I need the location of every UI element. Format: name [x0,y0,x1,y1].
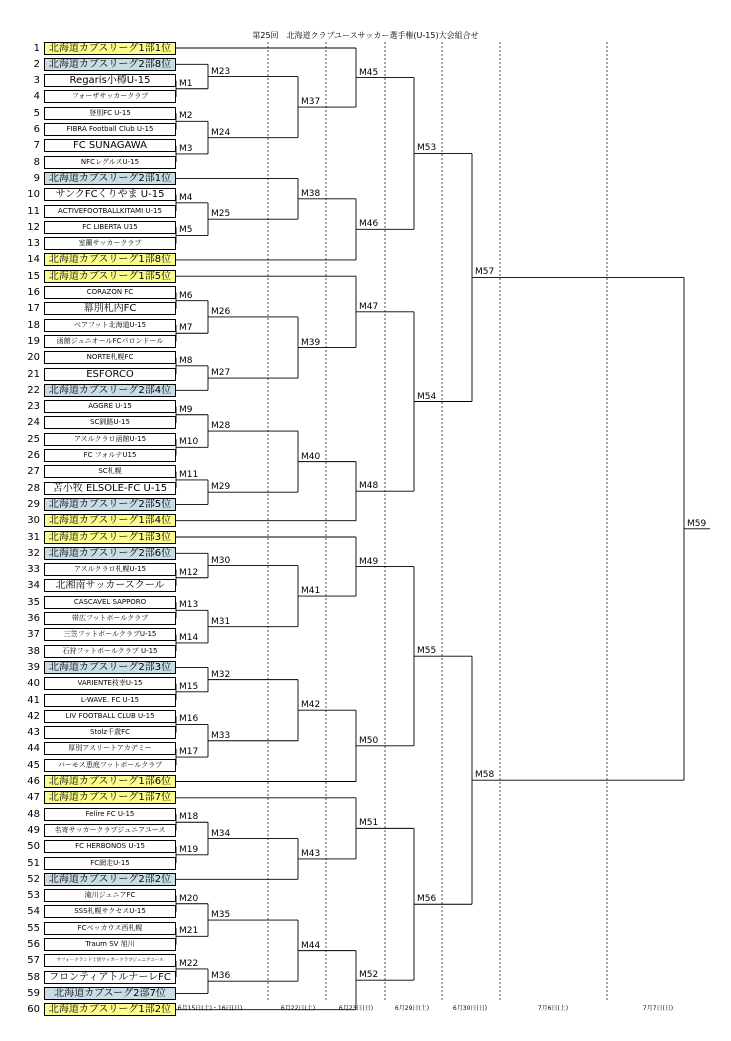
date-label: 6月30日(日) [452,1005,488,1012]
team-number: 12 [27,221,40,233]
team-number: 60 [27,1004,40,1016]
team-box: フォーザサッカークラブ [44,90,176,103]
match-label: M31 [211,616,231,627]
match-label: M46 [359,219,379,230]
team-box: 苫小牧 ELSOLE-FC U-15 [44,482,176,495]
team-box: 北海道カブスリーグ1部2位 [44,1003,176,1016]
match-label: M36 [211,971,231,982]
team-box: FC網走U-15 [44,857,176,870]
team-box: 三笠フットボールクラブU-15 [44,628,176,641]
team-number: 50 [27,841,40,853]
team-box: 北海道カブスリーグ1部7位 [44,791,176,804]
match-label: M28 [211,421,231,432]
match-label: M19 [179,844,199,855]
match-label: M24 [211,127,231,138]
team-number: 34 [27,580,40,592]
team-number: 24 [27,417,40,429]
match-label: M13 [179,600,199,611]
match-label: M8 [179,355,193,366]
team-number: 6 [33,124,40,135]
team-box: 北海道カブスリーグ1部8位 [44,253,176,266]
match-label: M49 [359,556,379,567]
team-number: 56 [27,939,40,950]
team-box: フロンティアトルナーレFC [44,971,176,984]
team-number: 57 [27,955,40,967]
team-number: 27 [27,466,40,478]
team-number: 35 [27,596,40,608]
match-label: M34 [211,828,231,839]
match-label: M17 [179,747,199,758]
team-number: 15 [27,270,40,282]
team-number: 47 [27,792,40,804]
match-label: M10 [179,437,199,448]
team-box: 滝川ジュニアFC [44,889,176,902]
team-box: FIBRA Football Club U-15 [44,123,176,136]
team-number: 59 [27,987,40,999]
match-label: M54 [417,391,437,402]
match-label: M47 [359,301,379,312]
team-box: 北海道カブスリーグ1部3位 [44,531,176,544]
team-box: 石狩フットボールクラブ U-15 [44,645,176,658]
match-label: M57 [475,267,495,278]
team-number: 41 [27,694,40,706]
team-number: 46 [27,776,40,787]
team-number: 43 [27,727,40,739]
team-box: ベアフット北海道U-15 [44,319,176,332]
team-box: Traum SV 旭川 [44,938,176,951]
match-label: M15 [179,681,199,692]
team-box: 北海道カブスリーグ1部1位 [44,42,176,55]
team-box: 厚別アスリートアカデミー [44,742,176,755]
team-box: FCペッカウス西札幌 [44,922,176,935]
date-label: 7月6日(土) [537,1005,569,1012]
match-label: M32 [211,669,231,680]
team-box: 北海道カブスリーグ2部2位 [44,873,176,886]
team-box: アスルクラロ札幌U-15 [44,563,176,576]
team-box: L-WAVE. FC U-15 [44,694,176,707]
team-box: NORTE札幌FC [44,351,176,364]
team-number: 38 [27,645,40,657]
team-number: 54 [27,906,40,918]
team-box: NFCレグルスU-15 [44,156,176,169]
team-box: CASCAVEL SAPPORO [44,596,176,609]
team-number: 37 [27,629,40,641]
team-box: 北海道カブスリーグ2部4位 [44,384,176,397]
match-label: M2 [179,111,193,122]
team-number: 52 [27,873,40,885]
match-label: M55 [417,646,437,657]
team-box: 北湘南サッカースクール [44,579,176,592]
match-label: M5 [179,225,193,236]
team-number: 45 [27,759,40,771]
team-box: ESFORCO [44,368,176,381]
date-label: 6月22日(土) [280,1005,316,1012]
team-box: FC SUNAGAWA [44,139,176,152]
team-number: 14 [27,254,40,266]
date-label: 6月29日(土) [394,1005,430,1012]
team-box: LIV FOOTBALL CLUB U-15 [44,710,176,723]
match-label: M59 [687,518,707,529]
team-box: サフォークランド士別サッカークラブジュニアユース [44,954,176,967]
match-label: M29 [211,482,231,493]
match-label: M9 [179,404,193,415]
team-box: 北海道カブスリーグ2部8位 [44,58,176,71]
team-number: 39 [27,661,40,673]
team-number: 51 [27,857,40,869]
match-label: M14 [179,632,199,643]
team-box: FC HERBONOS U-15 [44,840,176,853]
match-label: M52 [359,970,379,981]
team-box: 北海道カブスリーグ2部1位 [44,172,176,185]
match-label: M45 [359,67,379,78]
team-number: 28 [27,482,40,494]
match-label: M48 [359,481,379,492]
match-label: M3 [179,143,193,154]
team-number: 23 [27,401,40,413]
team-box: 帯広フットボールクラブ [44,612,176,625]
team-number: 5 [33,107,40,119]
team-box: SSS札幌サクセスU-15 [44,905,176,918]
team-number: 16 [27,287,40,298]
team-number: 48 [27,808,40,820]
team-box: 北海道カブスリーグ1部4位 [44,514,176,527]
team-number: 13 [27,238,40,250]
team-number: 44 [27,743,40,755]
team-box: AGGRE U-15 [44,400,176,413]
team-box: アスルクラロ函館U-15 [44,433,176,446]
match-label: M51 [359,818,379,829]
team-number: 33 [27,564,40,576]
team-number: 8 [33,156,40,168]
team-box: バーモス恵庭フットボールクラブ [44,759,176,772]
match-label: M23 [211,66,231,77]
team-box: 幕別札内FC [44,302,176,315]
match-label: M39 [301,337,321,348]
match-label: M44 [301,940,321,951]
team-box: 北海道カブスーグ2部7位 [44,987,176,1000]
team-box: FC フォルテU15 [44,449,176,462]
team-box: 北海道カブスリーグ1部6位 [44,775,176,788]
team-number: 58 [27,971,40,983]
team-number: 7 [33,140,40,152]
team-box: SC釧路U-15 [44,416,176,429]
team-box: 北海道カブスリーグ2部6位 [44,547,176,560]
team-number: 30 [27,515,40,527]
team-number: 11 [27,205,40,217]
team-box: VARIENTE枝幸U-15 [44,677,176,690]
match-label: M6 [179,290,193,301]
match-label: M58 [475,770,495,781]
team-number: 22 [27,384,40,396]
team-number: 2 [33,58,40,70]
team-box: 函館ジュニオールFCパロンドール [44,335,176,348]
match-label: M21 [179,926,199,937]
match-label: M38 [301,188,321,199]
match-label: M27 [211,368,231,379]
team-number: 4 [33,91,40,103]
team-box: 登別FC U-15 [44,107,176,120]
match-label: M56 [417,894,437,905]
match-label: M41 [301,586,321,597]
team-box: 名寄サッカークラブジュニアユース [44,824,176,837]
team-number: 3 [33,75,40,87]
match-label: M16 [179,714,199,725]
date-label: 6月23日(日) [338,1005,374,1012]
date-label: 7月7日(日) [642,1005,674,1012]
team-box: Regaris小樽U-15 [44,74,176,87]
match-label: M30 [211,555,231,566]
team-box: SC札幌 [44,465,176,478]
team-number: 42 [27,710,40,722]
match-label: M26 [211,306,231,317]
team-number: 36 [27,613,40,624]
team-number: 10 [27,189,40,201]
team-number: 17 [27,303,40,315]
match-label: M18 [179,812,199,823]
team-number: 19 [27,335,40,347]
team-number: 18 [27,319,40,331]
match-label: M12 [179,567,199,578]
match-label: M43 [301,848,321,859]
team-box: Felire FC U-15 [44,808,176,821]
page-title: 第25回 北海道クラブユースサッカー選手権(U-15)大会組合せ [252,31,479,40]
match-label: M20 [179,893,199,904]
team-box: ACTIVEFOOTBALLKITAMI U-15 [44,205,176,218]
match-label: M11 [179,469,199,480]
team-box: CORAZON FC [44,286,176,299]
team-number: 9 [33,172,40,184]
team-box: 室蘭サッカークラブ [44,237,176,250]
team-box: 北海道カブスリーグ2部5位 [44,498,176,511]
team-box: Stolz千歳FC [44,726,176,739]
team-box: 北海道カブスリーグ1部5位 [44,270,176,283]
match-label: M37 [301,97,321,108]
team-number: 49 [27,824,40,836]
team-number: 31 [27,531,40,543]
team-box: サンクFCくりやま U-15 [44,188,176,201]
match-label: M35 [211,910,231,921]
team-number: 21 [27,368,40,380]
team-box: FC LIBERTA U15 [44,221,176,234]
team-number: 40 [27,678,40,690]
team-box: 北海道カブスリーグ2部3位 [44,661,176,674]
team-number: 32 [27,547,40,559]
match-label: M1 [179,78,193,89]
match-label: M53 [417,143,437,154]
team-number: 1 [33,42,40,54]
match-label: M25 [211,209,231,220]
team-number: 20 [27,352,40,364]
match-label: M7 [179,323,193,334]
date-label: 6月15日(土)・16日(日) [177,1005,243,1012]
match-label: M22 [179,958,199,969]
team-number: 25 [27,433,40,445]
team-number: 29 [27,498,40,510]
team-number: 55 [27,922,40,934]
match-label: M42 [301,700,321,711]
match-label: M40 [301,451,321,462]
match-label: M50 [359,735,379,746]
team-number: 26 [27,450,40,461]
match-label: M33 [211,730,231,741]
match-label: M4 [179,192,193,203]
team-number: 53 [27,890,40,902]
